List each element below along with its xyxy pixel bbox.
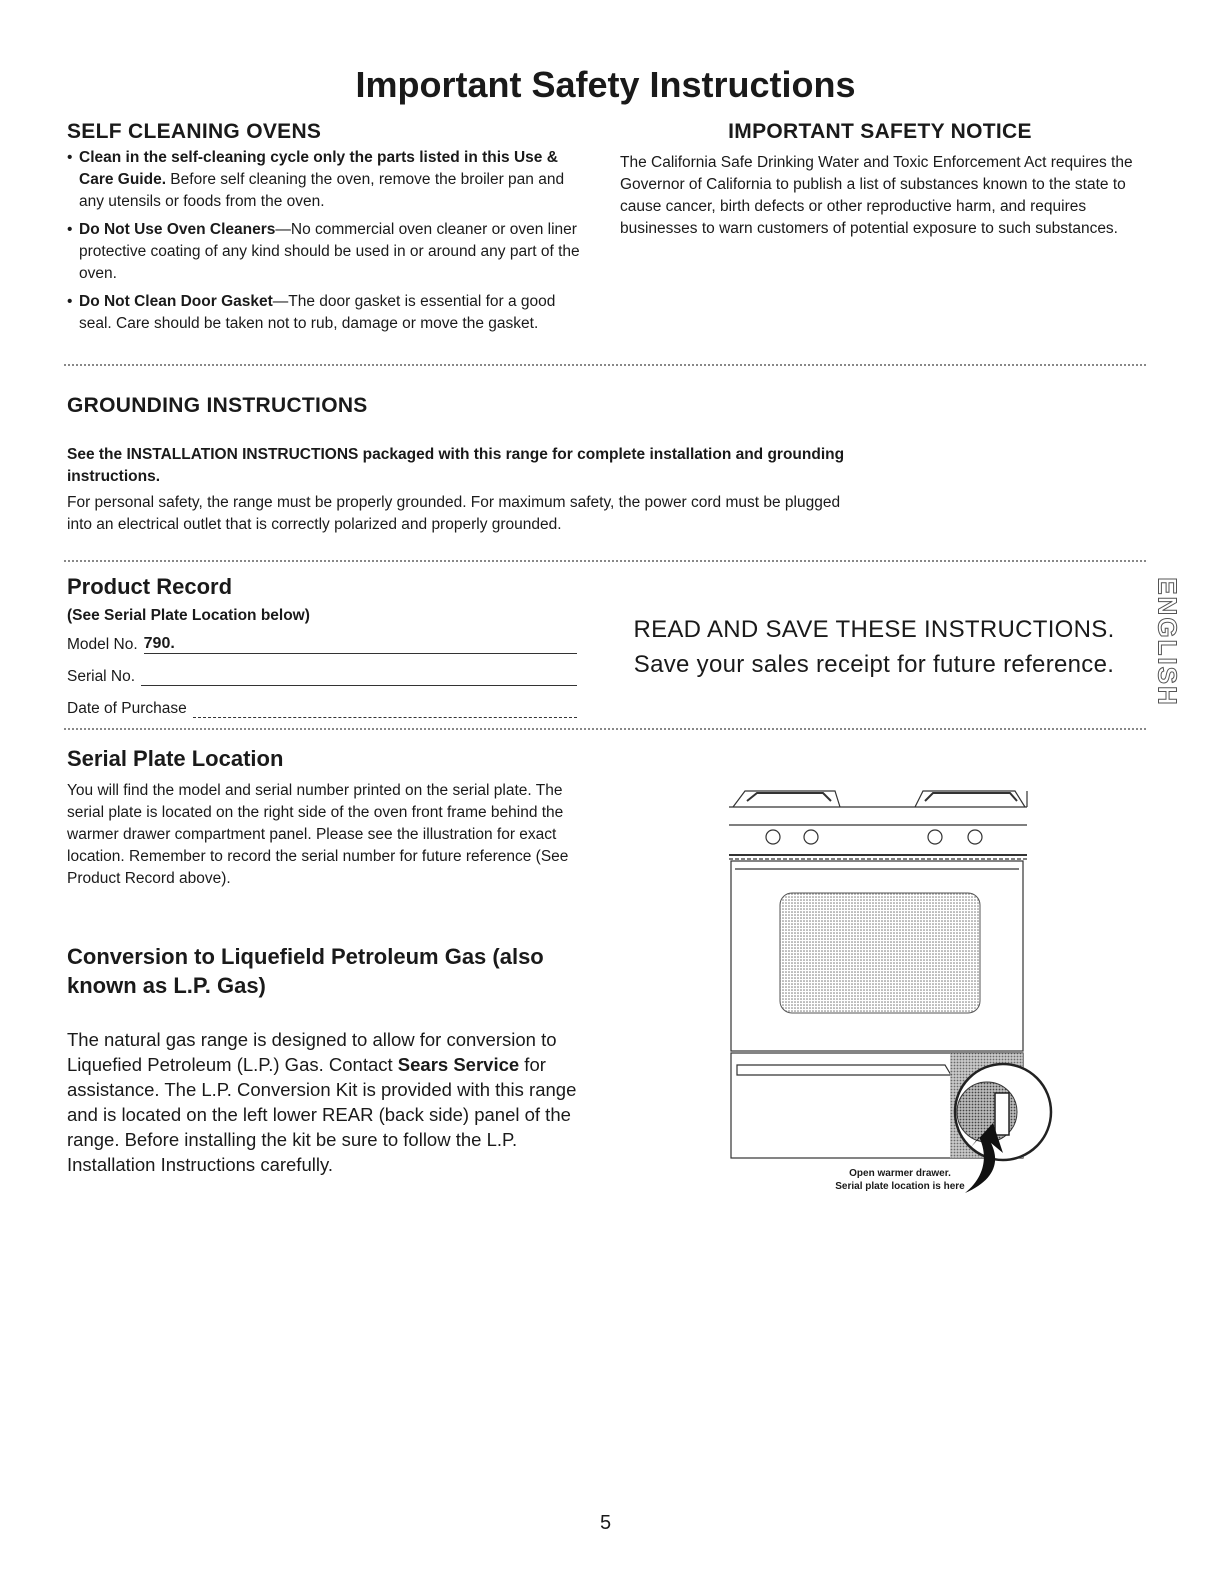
conversion-text: The natural gas range is designed to allow for conversion to Liquefied Petroleum (L.P.) Gas. Contact Sears Service for assistance. The L.P. Conversion Kit is provided with this range and is located on the left lower REAR (back side) panel of the range. Before installing the kit be sure to follow the L.P. Installation Instructions carefully. xyxy=(67,1029,577,1175)
grounding-text: For personal safety, the range must be properly grounded. For maximum safety, the power cord must be plugged into an electrical outlet that is correctly polarized and properly grounded. xyxy=(67,494,841,533)
model-field[interactable]: 790. xyxy=(144,635,577,654)
caption-line-2: Serial plate location is here xyxy=(835,1181,965,1192)
page-title: Important Safety Instructions xyxy=(355,64,856,105)
knob-icon xyxy=(968,830,982,844)
serial-label: Serial No. xyxy=(67,668,136,685)
model-label: Model No. xyxy=(67,636,138,653)
serial-plate-text: You will find the model and serial number printed on the serial plate. The serial plate is located on the right side of the oven front frame behind the warmer drawer compartment panel. Please see the illustration for exact location. Remember to record the serial number for future reference (See Product Record above). xyxy=(67,782,569,887)
divider xyxy=(64,364,1146,366)
serial-plate-heading: Serial Plate Location xyxy=(67,746,284,771)
product-record-subheading: (See Serial Plate Location below) xyxy=(67,607,310,624)
conversion-heading: Conversion to Liquefield Petroleum Gas (also known as L.P. Gas) xyxy=(67,944,544,998)
product-record-heading: Product Record xyxy=(67,574,233,599)
page-number: 5 xyxy=(599,1512,612,1534)
caption-line-1: Open warmer drawer. xyxy=(849,1168,951,1179)
read-save-line1: READ AND SAVE THESE INSTRUCTIONS. xyxy=(633,616,1115,643)
product-record-form xyxy=(67,630,577,718)
read-save-line2: Save your sales receipt for future reference. xyxy=(633,651,1115,678)
list-item: • Clean in the self-cleaning cycle only the parts listed in this Use & Care Guide. Before self cleaning the oven, remove the broiler pan and any utensils or foods from the oven. xyxy=(67,147,589,213)
self-cleaning-heading: SELF CLEANING OVENS xyxy=(67,120,322,143)
knob-icon xyxy=(928,830,942,844)
list-item: • Do Not Use Oven Cleaners—No commercial oven cleaner or oven liner protective coating of any kind should be used in or around any part of the oven. xyxy=(67,219,589,285)
illustration-caption xyxy=(780,1167,1020,1193)
knob-icon xyxy=(804,830,818,844)
grounding-heading: GROUNDING INSTRUCTIONS xyxy=(67,394,368,417)
knob-icon xyxy=(766,830,780,844)
model-row xyxy=(67,630,577,654)
safety-notice-heading: IMPORTANT SAFETY NOTICE xyxy=(728,120,1032,143)
oven-window xyxy=(780,893,980,1013)
serial-field[interactable] xyxy=(141,667,577,686)
date-label: Date of Purchase xyxy=(67,700,187,717)
self-cleaning-list xyxy=(67,147,589,341)
serial-plate-icon xyxy=(995,1093,1009,1135)
divider xyxy=(64,560,1146,562)
language-side-tab: ENGLISH xyxy=(1152,577,1183,707)
date-row xyxy=(67,694,577,718)
date-field[interactable] xyxy=(193,699,577,718)
safety-notice-text: The California Safe Drinking Water and Toxic Enforcement Act requires the Governor of California to publish a list of substances known to the state to cause cancer, birth defects or other reproductive harm, and requires businesses to warn customers of potential exposure to such substances. xyxy=(620,154,1133,237)
range-illustration xyxy=(725,785,1055,1195)
grounding-bold-text: See the INSTALLATION INSTRUCTIONS packaged with this range for complete installation and grounding instructions. xyxy=(67,446,845,485)
serial-row xyxy=(67,662,577,686)
list-item: • Do Not Clean Door Gasket—The door gasket is essential for a good seal. Care should be taken not to rub, damage or move the gasket. xyxy=(67,291,589,335)
divider xyxy=(64,728,1146,730)
